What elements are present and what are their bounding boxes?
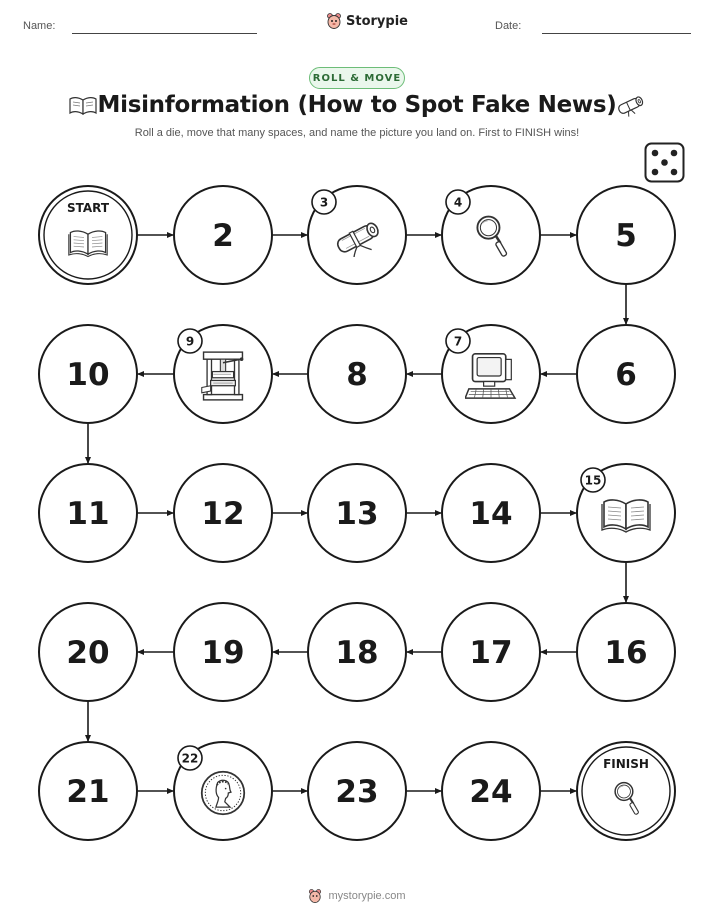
space-number: 6: [615, 357, 637, 393]
board-space-24: [442, 742, 540, 840]
computer-icon: [465, 354, 515, 398]
space-number: 11: [66, 496, 110, 532]
space-number: 9: [185, 334, 195, 349]
space-number: 16: [604, 635, 648, 671]
space-number: 24: [469, 774, 513, 810]
space-number: 12: [201, 496, 245, 532]
name-label: Name:: [23, 20, 56, 32]
board-space-22: [174, 742, 272, 840]
board-space-5: [577, 186, 675, 284]
board-space-8: [308, 325, 406, 423]
space-number: 21: [66, 774, 110, 810]
brand-name: Storypie: [346, 13, 408, 29]
board-space-20: [39, 603, 137, 701]
board-spaces: [39, 186, 675, 840]
space-number: 7: [453, 334, 463, 349]
space-number: 17: [469, 635, 513, 671]
page-title: Misinformation (How to Spot Fake News): [97, 92, 617, 118]
board-space-16: [577, 603, 675, 701]
space-number: 10: [66, 357, 110, 393]
space-number: 4: [453, 195, 463, 210]
space-number: 15: [584, 473, 602, 488]
board-space-2: [174, 186, 272, 284]
space-number: 5: [615, 218, 637, 254]
space-number: 2: [212, 218, 234, 254]
start-label: START: [66, 201, 110, 215]
footer-url: mystorypie.com: [328, 890, 406, 902]
space-number: 22: [181, 751, 199, 766]
space-number: 8: [346, 357, 368, 393]
space-number: 18: [335, 635, 379, 671]
board-space-23: [308, 742, 406, 840]
board-space-3: [308, 186, 406, 284]
board-space-11: [39, 464, 137, 562]
coin-icon: [202, 772, 244, 814]
board-space-start: [39, 186, 137, 284]
board-space-18: [308, 603, 406, 701]
board-space-19: [174, 603, 272, 701]
space-number: 23: [335, 774, 379, 810]
activity-badge: ROLL & MOVE: [309, 67, 405, 89]
mascot-icon: [308, 888, 322, 904]
board-space-17: [442, 603, 540, 701]
board-space-9: [174, 325, 272, 423]
space-number: 3: [319, 195, 329, 210]
board-space-6: [577, 325, 675, 423]
instructions: Roll a die, move that many spaces, and name the picture you land on. First to FINISH wins!: [134, 127, 580, 139]
footer: [0, 888, 714, 904]
board-space-7: [442, 325, 540, 423]
board-space-12: [174, 464, 272, 562]
space-number: 13: [335, 496, 379, 532]
board-space-4: [442, 186, 540, 284]
date-label: Date:: [495, 20, 522, 32]
space-number: 20: [66, 635, 110, 671]
finish-label: FINISH: [603, 757, 649, 771]
board-space-13: [308, 464, 406, 562]
space-number: 19: [201, 635, 245, 671]
board-space-10: [39, 325, 137, 423]
board-space-finish: [577, 742, 675, 840]
space-number: 14: [469, 496, 513, 532]
board-space-15: [577, 464, 675, 562]
board-space-21: [39, 742, 137, 840]
board-space-14: [442, 464, 540, 562]
